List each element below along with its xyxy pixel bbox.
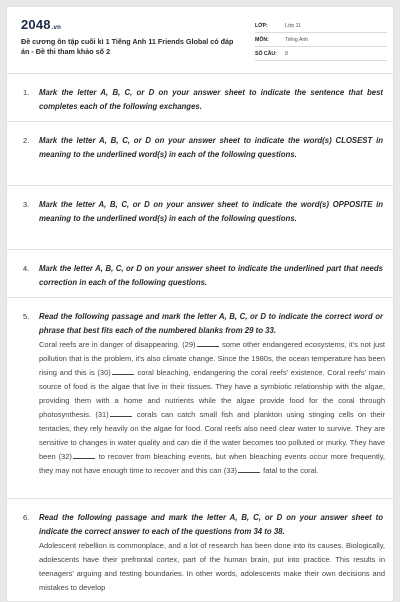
question-instruction: Read the following passage and mark the letter A, B, C, or D to indicate the correct word or phrase that best fits each of the numbered blanks from 29 to 33. bbox=[39, 312, 383, 335]
question-item bbox=[7, 298, 393, 499]
question-instruction: Mark the letter A, B, C, or D on your answer sheet to indicate the underlined part that needs correction in each of the following questions. bbox=[39, 264, 383, 287]
answer-blank bbox=[238, 466, 260, 473]
reading-passage: Adolescent rebellion is commonplace, and a lot of research has been done into its causes. Biologically, adolescents have their prefrontal cortex, part of the human brain, put into practice. This results in teenagers' arguing and testing boundaries. In other words, adolescents make their own decisions and mistakes to develop bbox=[39, 541, 385, 592]
meta-row-count: SỐ CÂU: 8 bbox=[255, 47, 387, 61]
question-number: 6. bbox=[23, 513, 30, 522]
answer-blank bbox=[112, 368, 134, 375]
answer-blank bbox=[197, 340, 219, 347]
question-item bbox=[7, 122, 393, 186]
question-list bbox=[7, 74, 393, 602]
question-number: 4. bbox=[23, 264, 30, 273]
question-number: 1. bbox=[23, 88, 30, 97]
question-item bbox=[7, 250, 393, 298]
question-instruction: Mark the letter A, B, C, or D on your answer sheet to indicate the word(s) OPPOSITE in meaning to the underlined word(s) in each of the following questions. bbox=[39, 200, 383, 223]
meta-row-class: LỚP: Lớp 11 bbox=[255, 19, 387, 33]
question-instruction: Read the following passage and mark the letter A, B, C, or D on your answer sheet to indicate the correct answer to each of the questions from 34 to 38. bbox=[39, 513, 383, 536]
document-page bbox=[6, 6, 394, 602]
answer-blank bbox=[110, 410, 132, 417]
reading-passage: Coral reefs are in danger of disappearing. (29) some other endangered ecosystems, it's not just pollution that is the problem, it's also climate change. Since the 1980s, the ocean temperature has been rising and this is (30) coral bleaching, endangering the coral reefs' existence. Coral reefs' main source of food is the algae that live in their tissues. They have a symbiotic relationship with the algae, providing them with a home and nutrients while the algae provide food for the coral through photosynthesis. (31) corals can catch small fish and plankton using stinging cells on their tentacles, they rely heavily on the algae for food. Coral reefs also need clear water to survive. They are sensitive to changes in water quality and can die if the water becomes too polluted or murky. They have been (32) to recover from bleaching events, but when bleaching events occur more frequently, they may not have enough time to recover and this can (33) fatal to the coral. bbox=[39, 340, 386, 475]
question-item bbox=[7, 186, 393, 250]
document-meta bbox=[255, 19, 387, 61]
question-number: 3. bbox=[23, 200, 30, 209]
answer-blank bbox=[73, 452, 95, 459]
question-number: 5. bbox=[23, 312, 30, 321]
page-header bbox=[7, 7, 393, 71]
question-item bbox=[7, 74, 393, 122]
meta-row-subject: MÔN: Tiếng Anh bbox=[255, 33, 387, 47]
question-item bbox=[7, 499, 393, 602]
question-instruction: Mark the letter A, B, C, or D on your answer sheet to indicate the word(s) CLOSEST in meaning to the underlined word(s) in each of the following questions. bbox=[39, 136, 383, 159]
document-title: Đề cương ôn tập cuối kì 1 Tiếng Anh 11 Friends Global có đáp án - Đề thi tham khảo số 2 bbox=[21, 37, 234, 56]
question-number: 2. bbox=[23, 136, 30, 145]
site-logo[interactable]: 2048.vn bbox=[21, 17, 62, 32]
question-instruction: Mark the letter A, B, C, or D on your answer sheet to indicate the sentence that best completes each of the following exchanges. bbox=[39, 88, 383, 111]
